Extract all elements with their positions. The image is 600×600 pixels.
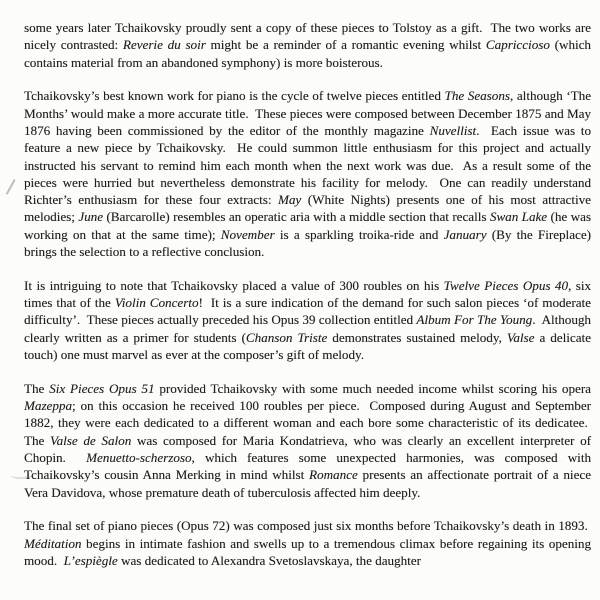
italic-text-run: Six Pieces Opus 51 (49, 380, 155, 396)
italic-text-run: Reverie du soir (122, 37, 206, 53)
text-run: , although ‘The Months’ would make a more accurate title. These pieces were composed between December 1875 and May 1876 having been commissioned by the editor of the monthly magazine (24, 88, 592, 138)
margin-pencil-mark (6, 179, 16, 195)
text-run: a delicate touch) one must marvel as ever at the composer’s gift of melody. (24, 329, 591, 363)
text-run: some years later Tchaikovsky proudly sent a copy of these pieces to Tolstoy as a gift. The two works are nicely contrasted: (24, 20, 591, 53)
italic-text-run: June (78, 209, 104, 225)
text-run: was composed for Maria Kondatrieva, who was clearly an excellent interpreter of Chopin. (24, 432, 592, 466)
italic-text-run: Mazeppa (24, 398, 73, 414)
italic-text-run: Nuvellist (429, 122, 477, 138)
text-run: was dedicated to Alexandra Svetoslavskaya, the daughter (117, 553, 421, 569)
italic-text-run: Album For The Young (416, 312, 533, 328)
text-run: . Although clearly written as a primer for students ( (24, 312, 591, 345)
italic-text-run: Chanson Triste (245, 329, 328, 345)
paragraph (24, 277, 591, 363)
italic-text-run: Swan Lake (489, 209, 548, 225)
text-run: (White Nights) presents one of his most attractive melodies; (24, 192, 591, 225)
text-run: presents an affectionate portrait of a niece Vera Davidova, whose premature death of tuberculosis affected him deeply. (24, 467, 592, 500)
text-run: might be a reminder of a romantic evening whilst (205, 37, 486, 53)
italic-text-run: November (220, 226, 275, 242)
italic-text-run: The Seasons (444, 88, 510, 104)
paragraph (24, 517, 591, 569)
text-run: The (24, 380, 50, 396)
text-run: , which features some unexpected harmonies, was composed with Tchaikovsky’s cousin Anna Merking in mind whilst (24, 450, 591, 483)
italic-text-run: Capriccioso (485, 37, 550, 53)
text-run: is a sparkling troika-ride and (274, 226, 444, 242)
paragraph (24, 87, 591, 260)
text-run: , six times that of the (24, 277, 592, 311)
text-run: It is intriguing to note that Tchaikovsky placed a value of 300 roubles on his (24, 277, 444, 293)
paragraph (24, 380, 591, 501)
text-run: (he was working on that at the same time); (24, 209, 591, 242)
text-run: (which contains material from an abandoned symphony) is more boisterous. (24, 37, 591, 70)
italic-text-run: Menuetto-scherzoso (86, 450, 192, 466)
text-run: ! It is a sure indication of the demand for such salon pieces ‘of moderate difficulty’. These pieces actually preceded his Opus 39 collection entitled (24, 295, 591, 328)
italic-text-run: Valse de Salon (50, 432, 132, 448)
text-run: The final set of piano pieces (Opus 72) was composed just six months before Tchaikovsky’s death in 1893. (24, 518, 591, 534)
text-run: . Each issue was to feature a new piece by Tchaikovsky. He could summon little enthusiasm for this project and actually instructed his servant to remind him each month when the next work was due. As a result some of the pieces were hurried but nevertheless demonstrate his facility for melody. One can readily understand Richter’s enthusiasm for these four extracts: (24, 122, 591, 208)
page-text (24, 19, 591, 586)
italic-text-run: Romance (309, 467, 358, 483)
italic-text-run: L’espiègle (63, 553, 118, 569)
text-run: provided Tchaikovsky with some much needed income whilst scoring his opera (154, 380, 591, 396)
italic-text-run: January (443, 226, 487, 242)
italic-text-run: Valse (506, 329, 535, 345)
italic-text-run: May (277, 192, 302, 208)
italic-text-run: Violin Concerto (114, 295, 199, 311)
italic-text-run: Méditation (24, 535, 82, 551)
text-run: demonstrates sustained melody, (327, 329, 507, 345)
text-run: (Barcarolle) resembles an operatic aria with a middle section that recalls (103, 209, 490, 225)
paragraph (24, 19, 591, 71)
text-run: ; on this occasion he received 100 roubles per piece. Composed during August and September 1882, they were each dedicated to a different woman and each bore some characteristic of its dedicatee. The (24, 398, 591, 448)
text-run: Tchaikovsky’s best known work for piano is the cycle of twelve pieces entitled (24, 88, 445, 104)
text-run: (By the Fireplace) brings the selection to a reflective conclusion. (24, 226, 591, 260)
text-run: begins in intimate fashion and swells up to a tremendous climax before regaining its opening mood. (24, 535, 591, 569)
italic-text-run: Twelve Pieces Opus 40 (443, 277, 569, 293)
